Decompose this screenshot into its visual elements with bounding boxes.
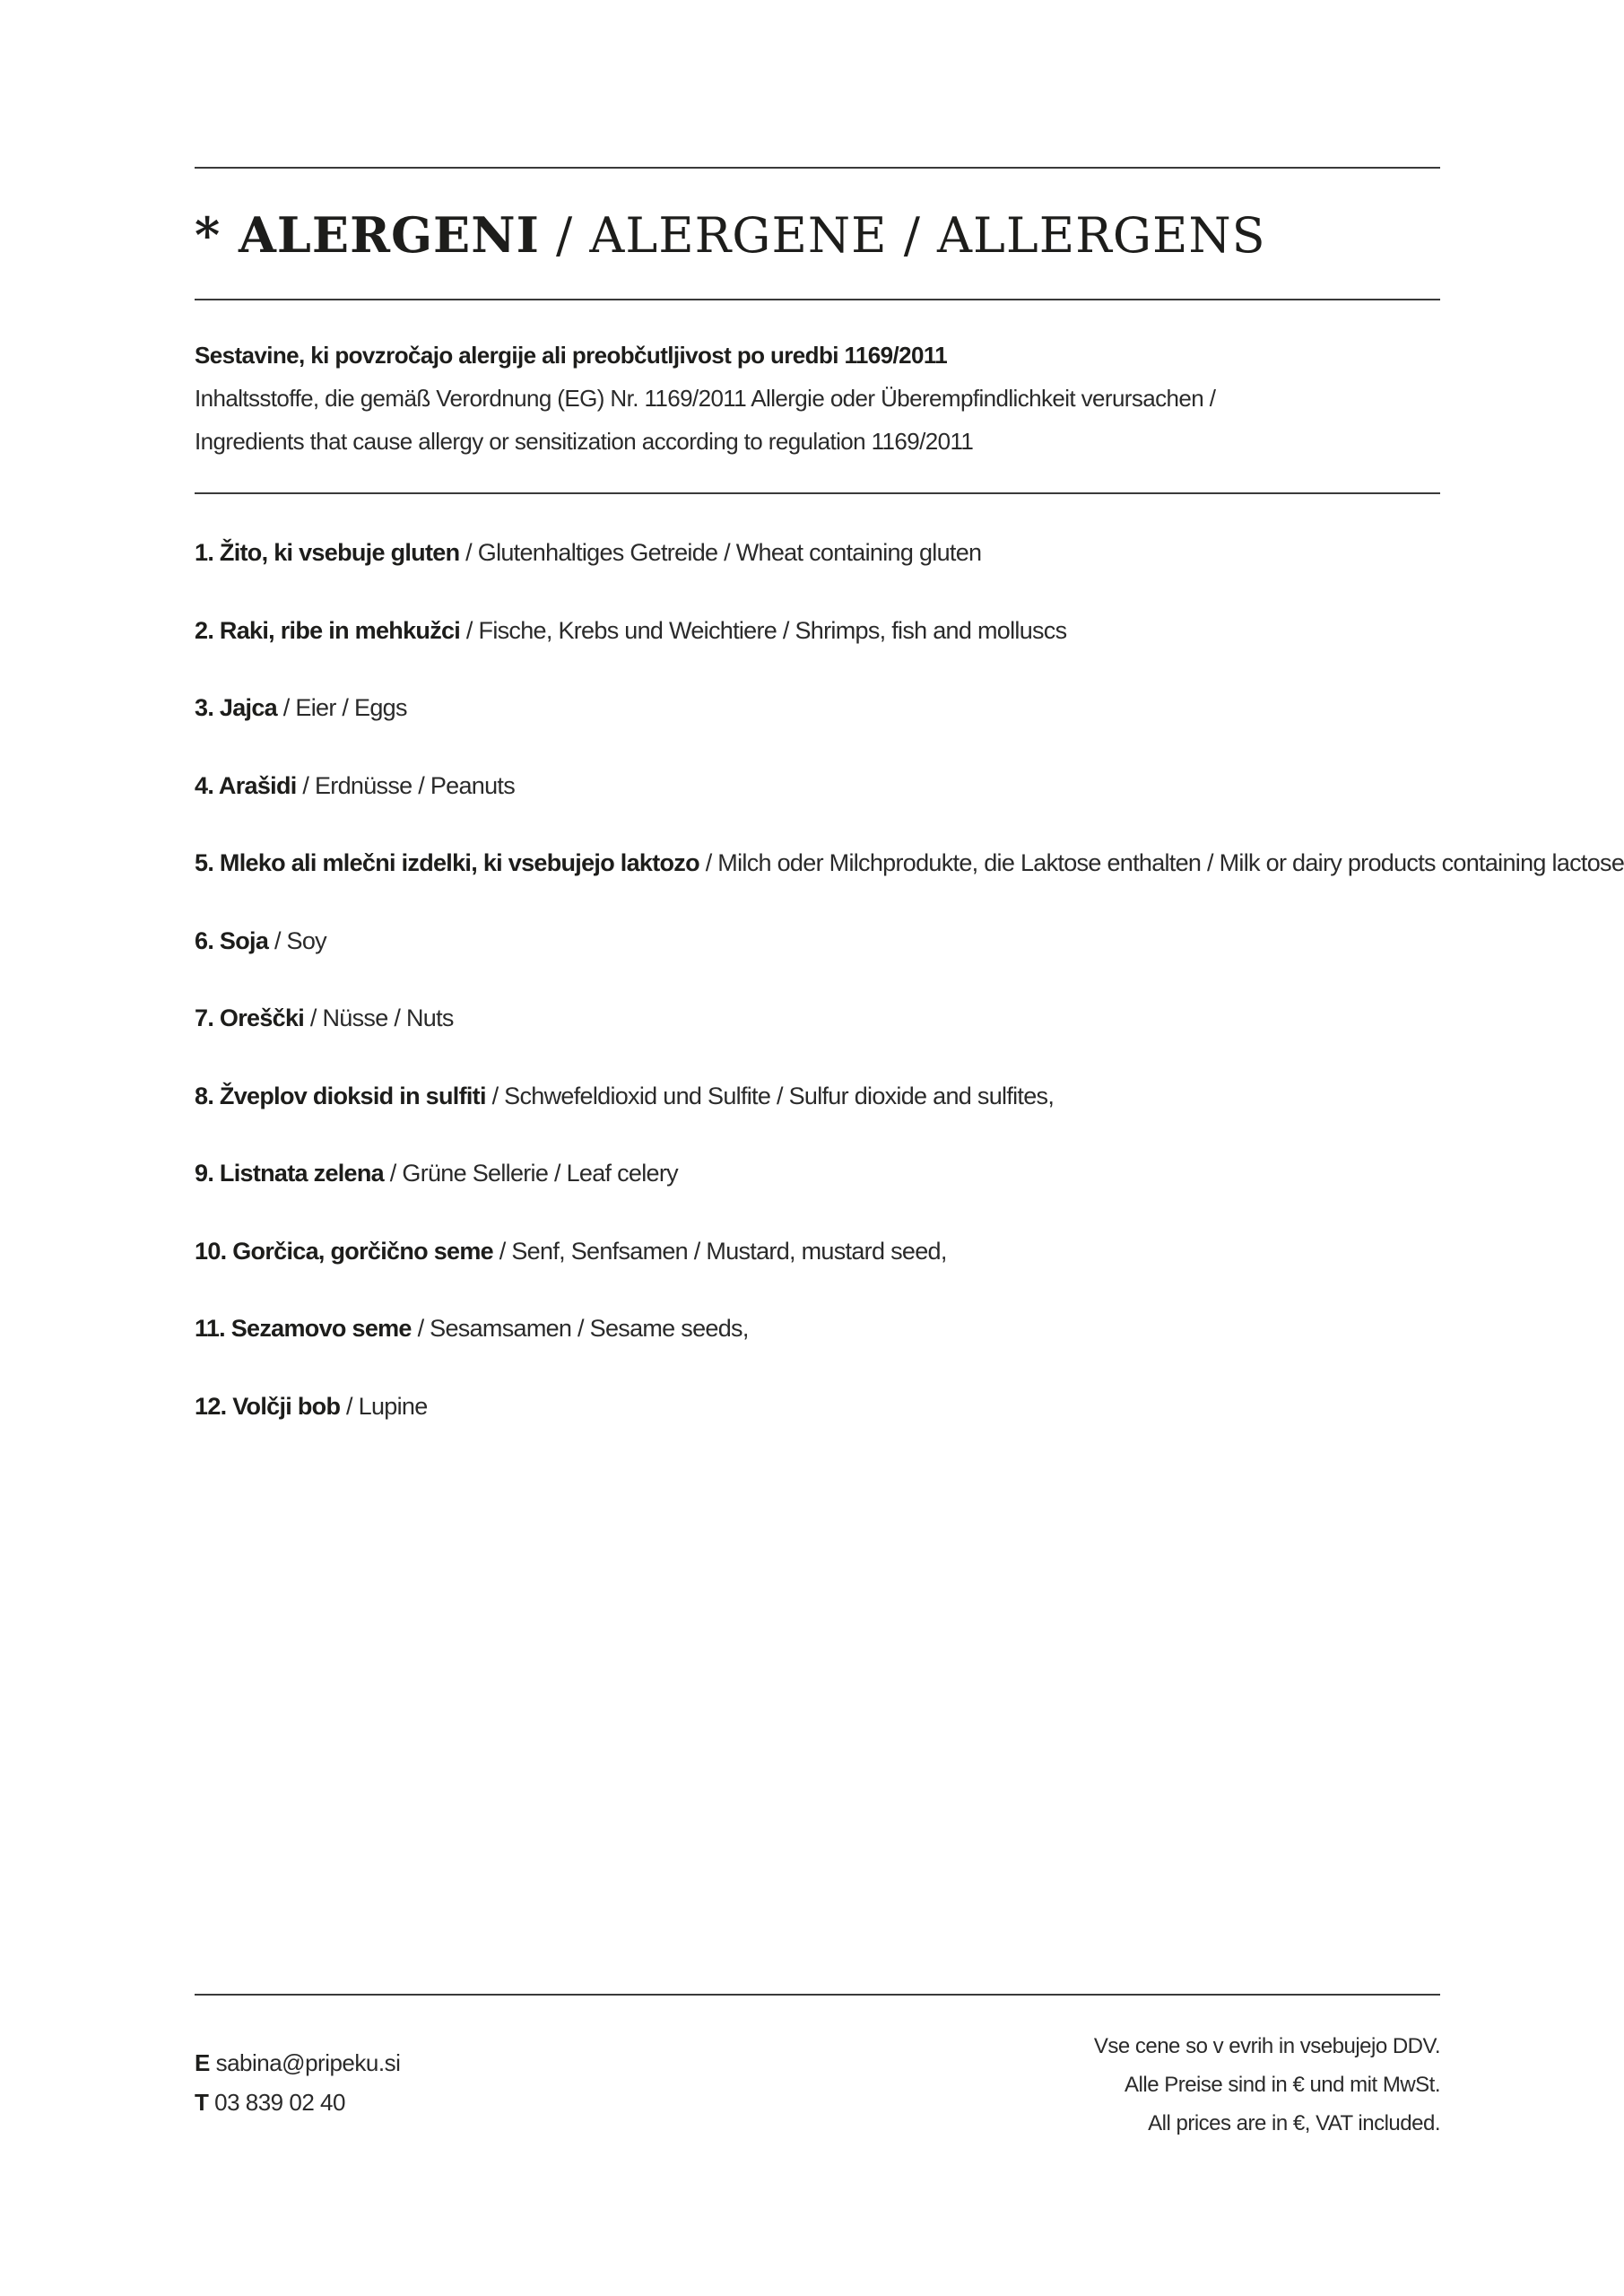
allergen-translation: / Sesamsamen / Sesame seeds, xyxy=(411,1315,749,1342)
top-divider xyxy=(195,167,1440,169)
allergen-name: 8. Žveplov dioksid in sulfiti xyxy=(195,1082,486,1109)
title-divider xyxy=(195,299,1440,300)
allergen-translation: / Milch oder Milchprodukte, die Laktose enthalten / Milk or dairy products containing lactose xyxy=(699,849,1624,876)
email-label: E xyxy=(195,2049,210,2076)
price-note-slovenian: Vse cene so v evrih in vsebujejo DDV. xyxy=(1093,2034,1440,2058)
allergen-name: 4. Arašidi xyxy=(195,771,297,799)
intro-divider xyxy=(195,492,1440,494)
list-item xyxy=(195,839,1624,918)
list-item xyxy=(195,529,1440,607)
list-item xyxy=(195,762,1440,840)
allergen-translation: / Erdnüsse / Peanuts xyxy=(296,771,516,799)
list-item xyxy=(195,1228,1440,1306)
allergen-translation: / Eier / Eggs xyxy=(277,694,407,721)
allergen-translation: / Grüne Sellerie / Leaf celery xyxy=(383,1160,678,1187)
list-item xyxy=(195,995,1440,1073)
phone-number[interactable]: 03 839 02 40 xyxy=(208,2089,345,2116)
list-item xyxy=(195,607,1440,685)
allergen-translation: / Senf, Senfsamen / Mustard, mustard seed, xyxy=(492,1237,947,1265)
allergen-translation: / Lupine xyxy=(340,1392,428,1420)
allergen-name: 11. Sezamovo seme xyxy=(195,1315,412,1342)
allergen-name: 5. Mleko ali mlečni izdelki, ki vsebujejo laktozo xyxy=(195,849,699,876)
allergen-name: 1. Žito, ki vsebuje gluten xyxy=(195,539,460,566)
price-note-english: All prices are in €, VAT included. xyxy=(1148,2111,1440,2135)
allergen-name: 10. Gorčica, gorčično seme xyxy=(195,1237,493,1265)
email-address[interactable]: sabina@pripeku.si xyxy=(209,2049,401,2076)
allergen-translation: / Nüsse / Nuts xyxy=(304,1004,454,1031)
price-note-german: Alle Preise sind in € und mit MwSt. xyxy=(1125,2073,1440,2097)
intro-english: Ingredients that cause allergy or sensitization according to regulation 1169/2011 xyxy=(195,428,974,455)
list-item xyxy=(195,1383,1440,1461)
allergen-name: 2. Raki, ribe in mehkužci xyxy=(195,616,461,644)
intro-slovenian: Sestavine, ki povzročajo alergije ali preobčutljivost po uredbi 1169/2011 xyxy=(195,342,948,369)
allergen-list xyxy=(195,529,1624,1460)
allergen-name: 7. Oreščki xyxy=(195,1004,305,1031)
page-title-translations: / ALERGENE / ALLERGENS xyxy=(539,207,1266,264)
allergen-translation: / Glutenhaltiges Getreide / Wheat containing gluten xyxy=(459,539,982,566)
list-item xyxy=(195,684,1440,762)
contact-info xyxy=(195,2043,400,2122)
list-item xyxy=(195,1150,1440,1228)
page-title-bold: * ALERGENI xyxy=(195,206,540,264)
list-item xyxy=(195,918,1440,996)
allergen-translation: / Fische, Krebs und Weichtiere / Shrimps, fish and molluscs xyxy=(460,616,1067,644)
allergen-name: 6. Soja xyxy=(195,926,269,954)
allergen-translation: / Schwefeldioxid und Sulfite / Sulfur dioxide and sulfites, xyxy=(485,1082,1055,1109)
allergen-name: 12. Volčji bob xyxy=(195,1392,341,1420)
allergen-name: 9. Listnata zelena xyxy=(195,1160,384,1187)
intro-german: Inhaltsstoffe, die gemäß Verordnung (EG) Nr. 1169/2011 Allergie oder Überempfindlichkeit verursachen / xyxy=(195,385,1216,412)
allergen-translation: / Soy xyxy=(268,926,326,954)
phone-line xyxy=(195,2083,400,2122)
phone-label: T xyxy=(195,2089,209,2116)
footer-divider xyxy=(195,1994,1440,1996)
page-title xyxy=(195,199,1266,272)
list-item xyxy=(195,1073,1440,1151)
regulation-intro xyxy=(195,334,1440,463)
list-item xyxy=(195,1305,1440,1383)
price-note xyxy=(1094,2027,1440,2143)
email-line xyxy=(195,2043,400,2083)
allergen-name: 3. Jajca xyxy=(195,694,277,721)
